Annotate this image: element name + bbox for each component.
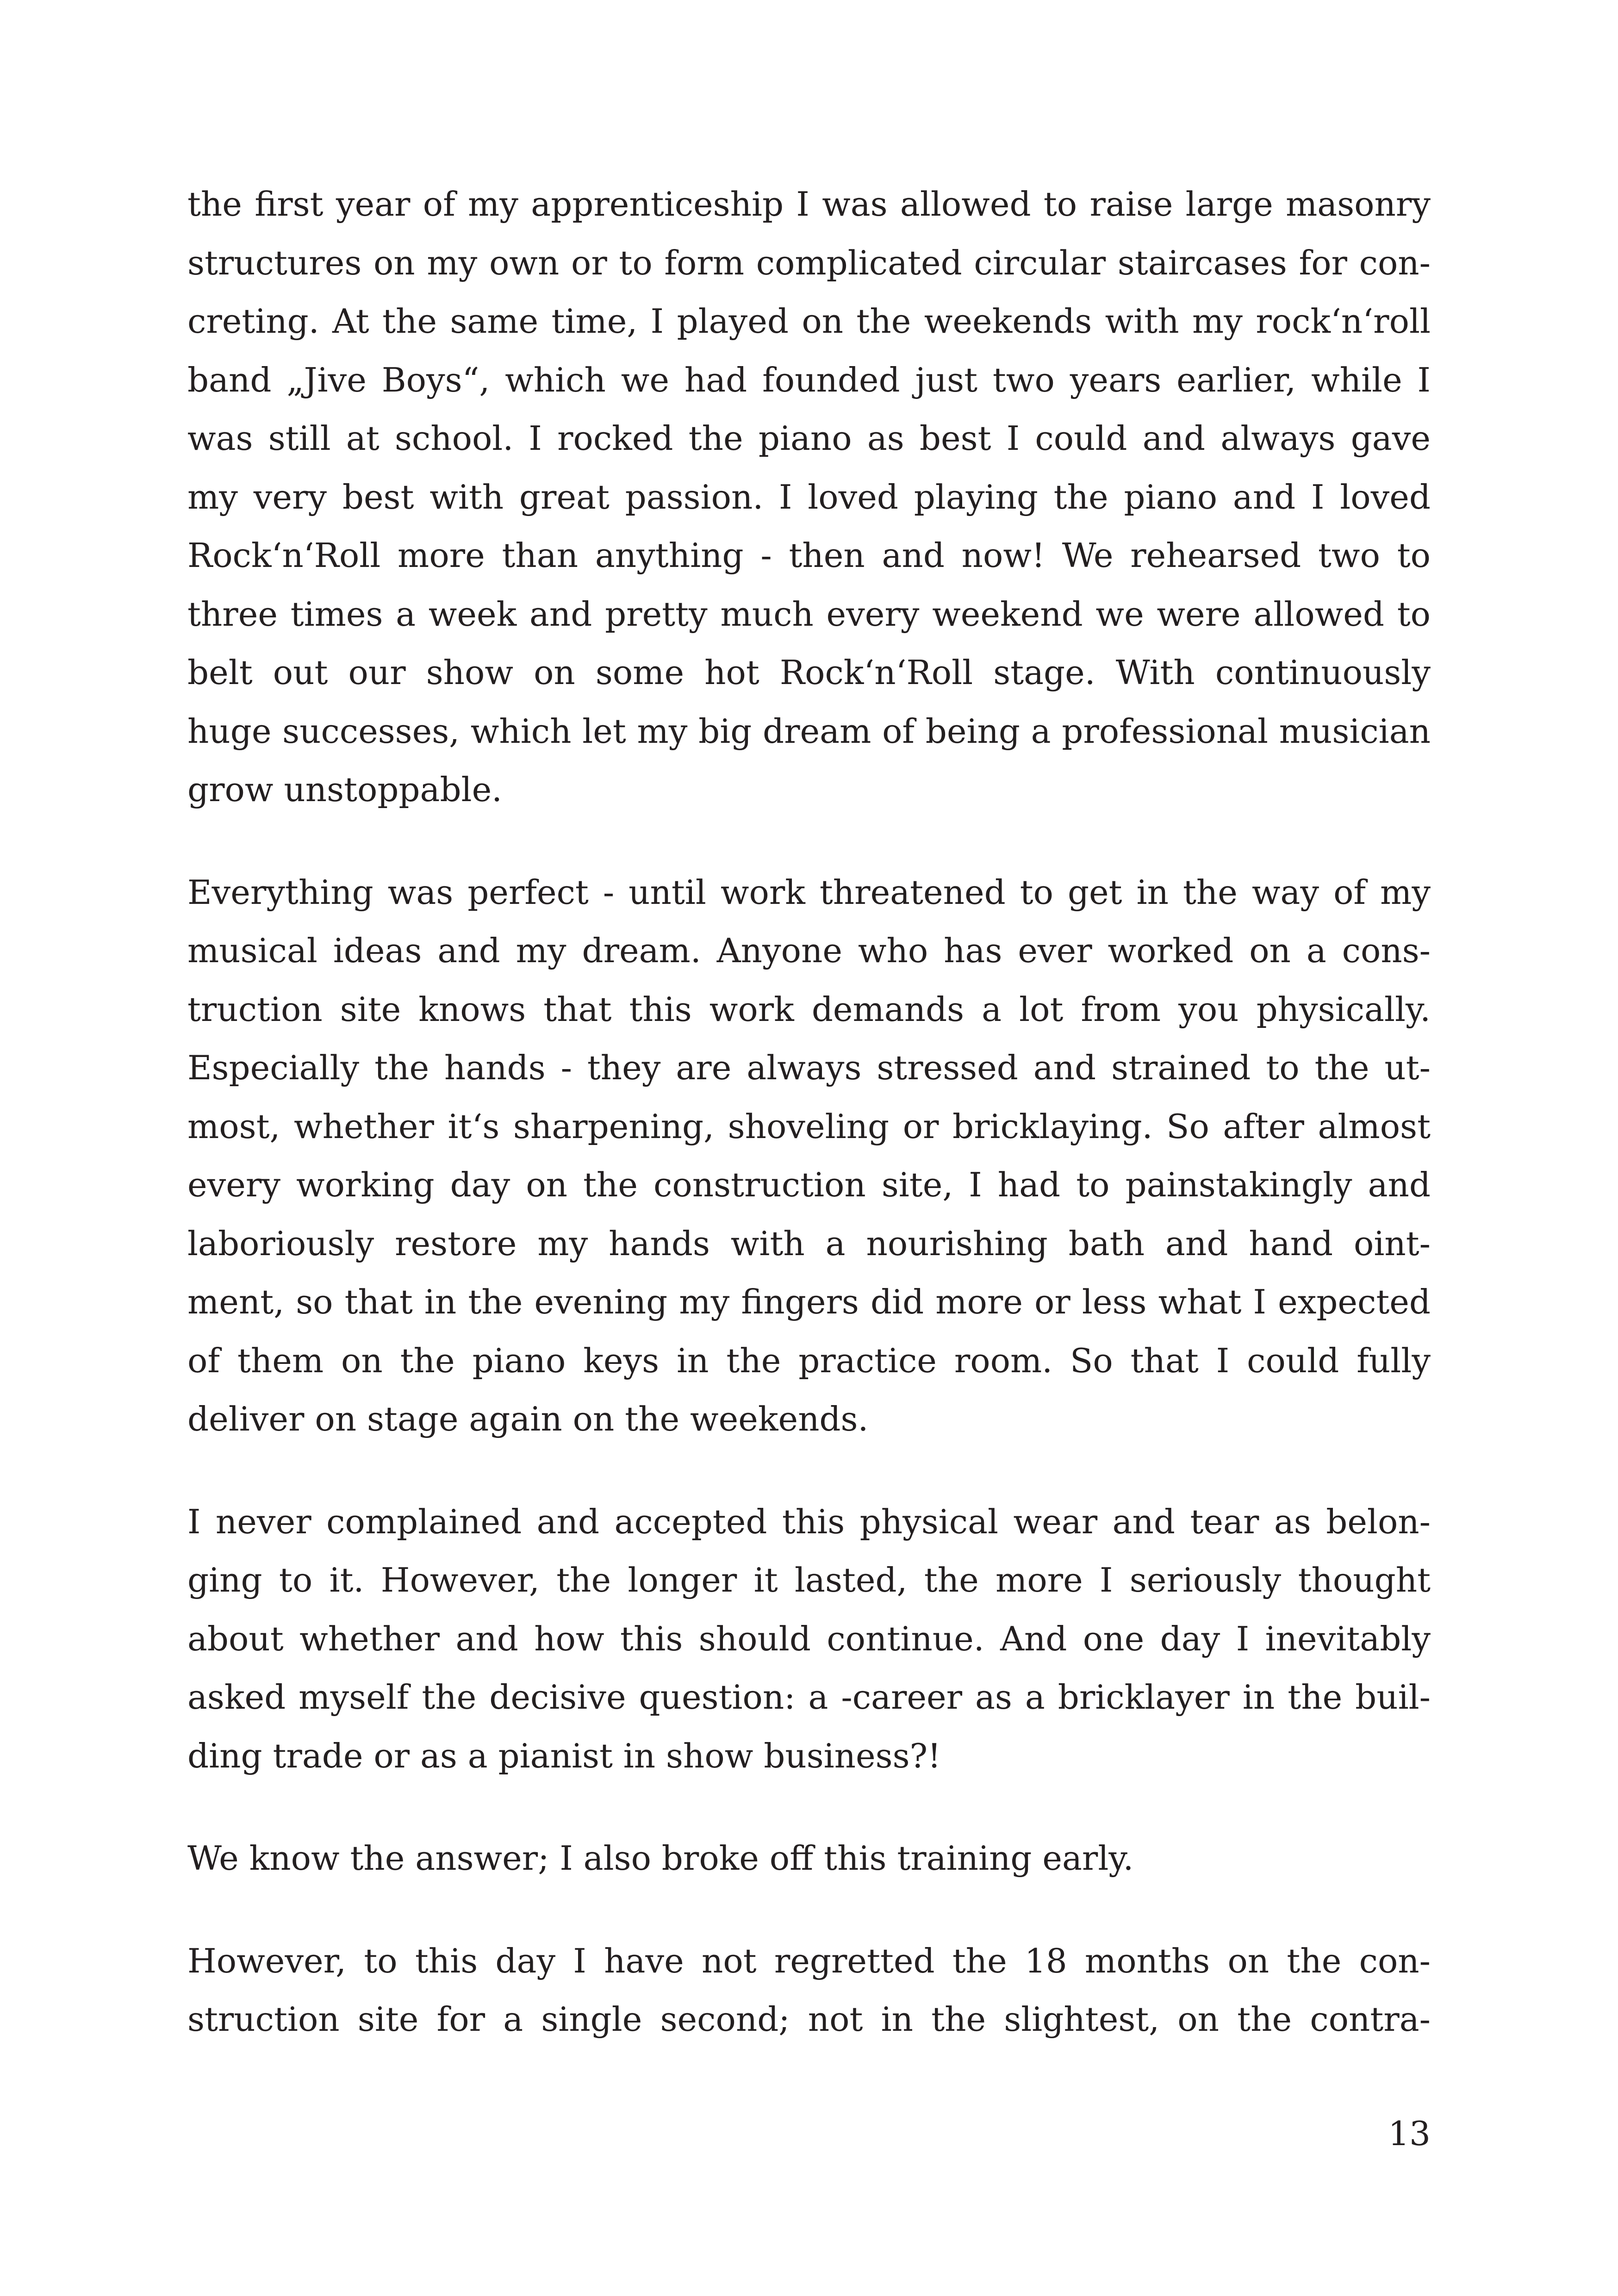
text-line: We know the answer; I also broke off this training early. <box>187 1839 1134 1878</box>
text-line: However, to this day I have not regretted the 18 months on the con- <box>187 1941 1431 1980</box>
text-line: ment, so that in the evening my fingers did more or less what I expected <box>187 1282 1431 1321</box>
paragraph-spacing <box>187 819 1431 863</box>
text-line: structures on my own or to form complicated circular staircases for con- <box>187 243 1431 282</box>
paragraph-2 <box>187 863 1431 1449</box>
text-line: about whether and how this should continue. And one day I inevitably <box>187 1619 1431 1658</box>
text-line: grow unstoppable. <box>187 770 503 809</box>
text-line: three times a week and pretty much every weekend we were allowed to <box>187 594 1431 634</box>
text-line: was still at school. I rocked the piano as best I could and always gave <box>187 419 1431 458</box>
text-line: truction site knows that this work demands a lot from you physically. <box>187 989 1431 1029</box>
page-number: 13 <box>1388 2114 1431 2153</box>
text-line: Rock‘n‘Roll more than anything - then and now! We rehearsed two to <box>187 536 1431 575</box>
text-line: laboriously restore my hands with a nourishing bath and hand oint- <box>187 1224 1431 1263</box>
text-line: ging to it. However, the longer it lasted, the more I seriously thought <box>187 1561 1431 1599</box>
text-line: Everything was perfect - until work threatened to get in the way of my <box>187 872 1431 912</box>
body-text <box>187 175 1431 2049</box>
text-line: band „Jive Boys“, which we had founded just two years earlier, while I <box>187 360 1431 399</box>
text-line: ding trade or as a pianist in show business?! <box>187 1736 941 1775</box>
paragraph-spacing <box>187 1888 1431 1932</box>
paragraph-4 <box>187 1829 1431 1888</box>
text-line: Especially the hands - they are always stressed and strained to the ut- <box>187 1048 1431 1087</box>
paragraph-1 <box>187 175 1431 819</box>
text-line: struction site for a single second; not in the slightest, on the contra- <box>187 2000 1431 2039</box>
paragraph-spacing <box>187 1449 1431 1493</box>
paragraph-spacing <box>187 1785 1431 1829</box>
text-line: deliver on stage again on the weekends. <box>187 1400 869 1438</box>
text-line: musical ideas and my dream. Anyone who has ever worked on a cons- <box>187 931 1431 970</box>
text-line: I never complained and accepted this physical wear and tear as belon- <box>187 1502 1431 1541</box>
text-line: creting. At the same time, I played on the weekends with my rock‘n‘roll <box>187 302 1431 341</box>
text-line: belt out our show on some hot Rock‘n‘Roll stage. With continuously <box>187 653 1431 692</box>
paragraph-5 <box>187 1932 1431 2049</box>
text-line: every working day on the construction site, I had to painstakingly and <box>187 1165 1431 1204</box>
paragraph-3 <box>187 1493 1431 1786</box>
text-line: the first year of my apprenticeship I was allowed to raise large masonry <box>187 185 1431 224</box>
text-line: huge successes, which let my big dream of being a professional musician <box>187 711 1431 751</box>
text-line: my very best with great passion. I loved playing the piano and I loved <box>187 477 1431 516</box>
text-line: asked myself the decisive question: a -career as a bricklayer in the buil- <box>187 1678 1431 1717</box>
text-line: most, whether it‘s sharpening, shoveling or bricklaying. So after almost <box>187 1107 1431 1146</box>
text-line: of them on the piano keys in the practice room. So that I could fully <box>187 1341 1431 1380</box>
